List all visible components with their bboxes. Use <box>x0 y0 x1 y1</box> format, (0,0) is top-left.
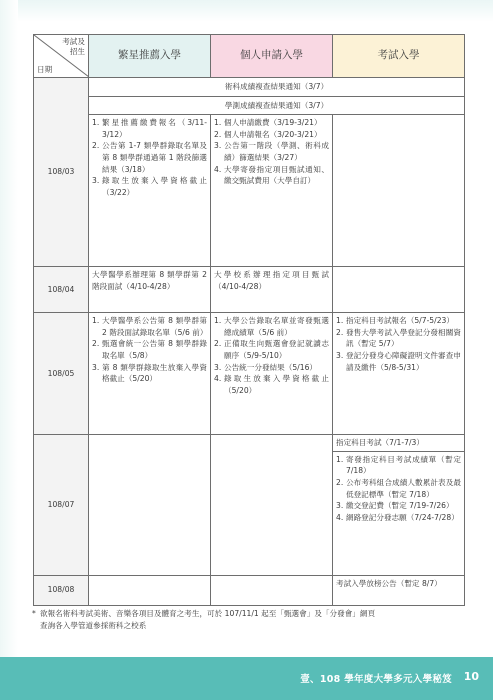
admission-schedule-table <box>33 34 465 606</box>
footnote-line-1: * 欲報名術科考試美術、音樂各項目及體育之考生，可於 107/11/1 起至「甄選會」及「分發會」網頁 <box>32 609 376 618</box>
list-item: 2. 甄選會統一公告第 8 類學群錄取名單（5/8） <box>92 339 207 360</box>
top-decor-band <box>0 0 493 22</box>
list-item: 1. 繁星推薦繳費報名（3/11-3/12） <box>92 118 207 139</box>
spanning-notice: 學測成績複查結果通知（3/7） <box>89 96 465 115</box>
table-row <box>34 435 465 452</box>
cell-apply <box>211 575 333 605</box>
list-item: 1. 寄發指定科目考試成績單（暫定 7/18） <box>336 454 461 476</box>
list-item: 3. 公告統一分發結果（5/16） <box>214 362 317 372</box>
cell-apply <box>211 435 333 576</box>
table-row <box>34 313 465 435</box>
list-item: 3. 繳交登記費（暫定 7/19-7/26） <box>336 501 454 511</box>
corner-header-cell <box>34 35 89 78</box>
list-item: 2. 公布考科組合成績人數累計表及最低登記標準（暫定 7/18） <box>336 477 461 499</box>
list-item: 1. 指定科目考試報名（5/7-5/23） <box>336 316 454 326</box>
cell-apply <box>211 115 333 267</box>
table-row <box>34 267 465 313</box>
list-item: 1. 大學醫學系公告第 8 類學群第 2 階段面試錄取名單（5/6 前） <box>92 316 208 337</box>
table-row <box>34 575 465 605</box>
spanning-notice: 術科成績複查結果通知（3/7） <box>89 78 465 97</box>
list-item: 1. 大學公告錄取名單並寄發甄選總成績單（5/6 前） <box>214 316 329 337</box>
asterisk-mark: * <box>32 609 36 618</box>
header-personal-application: 個人申請入學 <box>211 35 333 78</box>
list-item: 2. 發售大學考試入學登記分發相關資訊（暫定 5/7） <box>336 327 461 349</box>
date-cell: 108/08 <box>34 575 89 605</box>
corner-label-date: 日期 <box>37 65 53 74</box>
left-decor-band <box>0 0 18 700</box>
footer-title: 壹、108 學年度大學多元入學秘笈 <box>300 674 452 685</box>
table-header-row <box>34 35 465 78</box>
date-cell: 108/05 <box>34 313 89 435</box>
cell-exam-top: 指定科目考試（7/1-7/3） <box>333 435 465 452</box>
list-item: 4. 大學寄發指定項目甄試通知、繳交甄試費用（大學自訂） <box>214 164 329 186</box>
cell-star <box>89 435 211 576</box>
list-item: 3. 錄取生放棄入學資格截止（3/22） <box>92 176 207 197</box>
table-row <box>34 115 465 267</box>
list-item: 3. 第 8 類學群錄取生放棄入學資格截止（5/20） <box>92 362 207 384</box>
cell-star <box>89 115 211 267</box>
list-item: 4. 網路登記分發志願（7/24-7/28） <box>336 512 459 522</box>
cell-exam <box>333 267 465 313</box>
list-item: 3. 登記分發身心障礙證明文件審查申請及繳件（5/8-5/31） <box>336 350 461 372</box>
date-cell: 108/07 <box>34 435 89 576</box>
list-item: 2. 個人申請報名（3/20-3/21） <box>214 129 322 139</box>
list-item: 2. 正備取生向甄選會登記就讀志願序（5/9-5/10） <box>214 339 329 360</box>
cell-exam <box>333 451 465 575</box>
corner-label-exam-admission: 考試及 招生 <box>62 37 85 56</box>
list-item: 1. 個人申請繳費（3/19-3/21） <box>214 118 322 128</box>
cell-exam <box>333 313 465 435</box>
header-star-recommendation: 繁星推薦入學 <box>89 35 211 78</box>
page-number: 10 <box>463 670 479 683</box>
table-row <box>34 78 465 97</box>
cell-apply: 大學校系辦理指定項目甄試（4/10-4/28） <box>211 267 333 313</box>
list-item: 4. 錄取生放棄入學資格截止（5/20） <box>214 374 329 395</box>
cell-star: 大學醫學系辦理第 8 類學群第 2 階段面試（4/10-4/28） <box>89 267 211 313</box>
date-cell: 108/04 <box>34 267 89 313</box>
list-item: 2. 公告第 1-7 類學群錄取名單及第 8 類學群通過第 1 階段篩選結果（3/18） <box>92 141 207 174</box>
list-item: 3. 公告第一階段（學測、術科成績）篩選結果（3/27） <box>214 141 329 162</box>
cell-star <box>89 575 211 605</box>
cell-apply <box>211 313 333 435</box>
header-exam-admission: 考試入學 <box>333 35 465 78</box>
footnote <box>32 608 472 632</box>
cell-star <box>89 313 211 435</box>
cell-exam: 考試入學放榜公告（暫定 8/7） <box>333 575 465 605</box>
table-row <box>34 96 465 115</box>
cell-exam <box>333 115 465 267</box>
date-cell: 108/03 <box>34 78 89 267</box>
footer-bar <box>0 657 493 700</box>
footnote-line-2: 查詢各入學管道參採術科之校系 <box>40 621 147 630</box>
